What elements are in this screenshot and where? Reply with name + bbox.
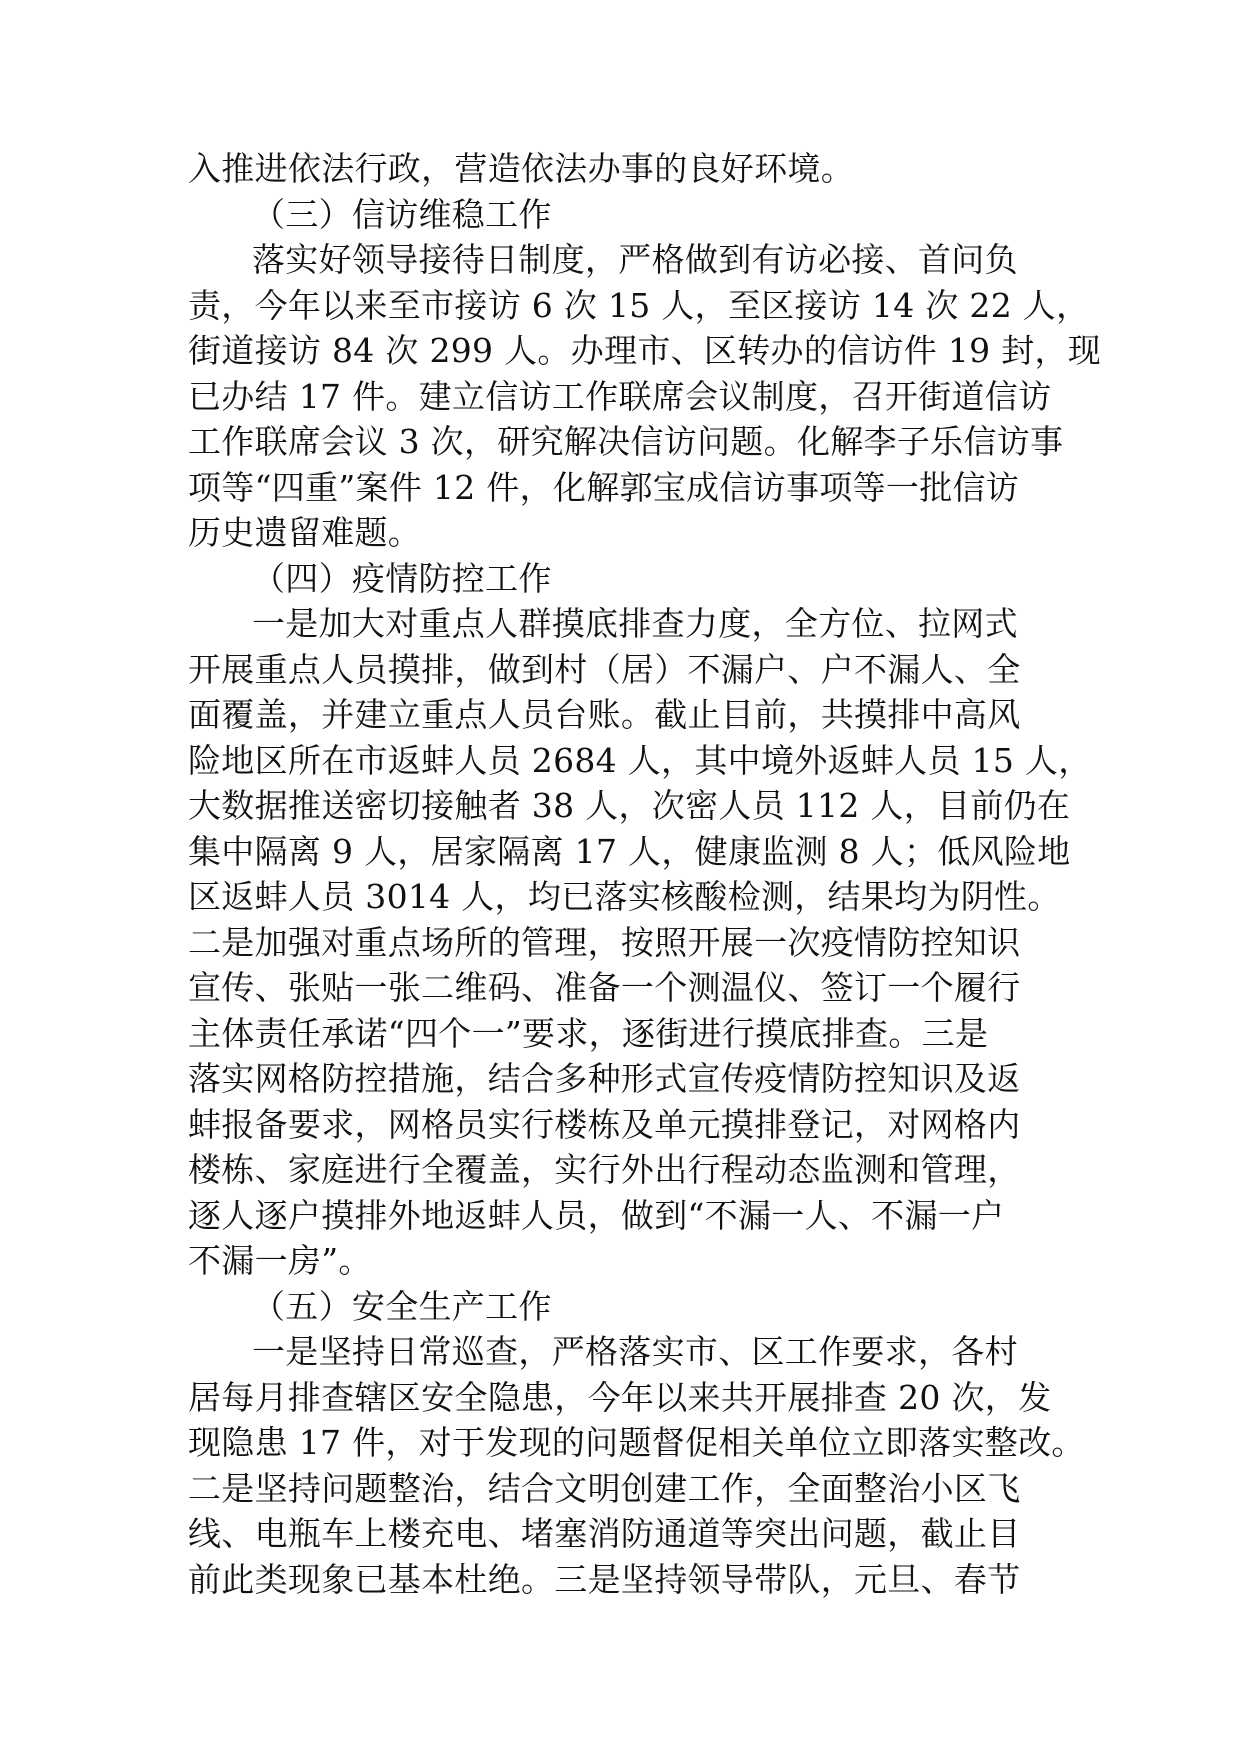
paragraph-line: 线、电瓶车上楼充电、堵塞消防通道等突出问题，截止目 — [188, 1514, 1021, 1553]
paragraph-line: 主体责任承诺“四个一”要求，逐街进行摸底排查。三是 — [188, 1013, 989, 1053]
paragraph-line: 已办结 17 件。建立信访工作联席会议制度，召开街道信访 — [188, 376, 1052, 416]
paragraph-line: 区返蚌人员 3014 人，均已落实核酸检测，结果均为阴性。 — [188, 877, 1061, 916]
section-heading: （四）疫情防控工作 — [252, 558, 552, 598]
paragraph-line: 险地区所在市返蚌人员 2684 人，其中境外返蚌人员 15 人， — [188, 740, 1092, 780]
paragraph-line: 工作联席会议 3 次，研究解决信访问题。化解李子乐信访事 — [188, 422, 1064, 461]
paragraph-line: 宣传、张贴一张二维码、准备一个测温仪、签订一个履行 — [188, 968, 1021, 1007]
paragraph-line: 楼栋、家庭进行全覆盖，实行外出行程动态监测和管理， — [188, 1150, 1021, 1189]
paragraph-line: 一是坚持日常巡查，严格落实市、区工作要求，各村 — [252, 1332, 1018, 1371]
paragraph-line: 居每月排查辖区安全隐患，今年以来共开展排查 20 次，发 — [188, 1377, 1052, 1417]
paragraph-line: 责，今年以来至市接访 6 次 15 人，至区接访 14 次 22 人， — [188, 285, 1090, 325]
paragraph-line: 二是加强对重点场所的管理，按照开展一次疫情防控知识 — [188, 922, 1021, 962]
paragraph-line: 二是坚持问题整治，结合文明创建工作，全面整治小区飞 — [188, 1468, 1021, 1508]
paragraph-line: 集中隔离 9 人，居家隔离 17 人，健康监测 8 人；低风险地 — [188, 831, 1071, 871]
paragraph-line: 面覆盖，并建立重点人员台账。截止目前，共摸排中高风 — [188, 695, 1021, 734]
paragraph-line: 开展重点人员摸排，做到村（居）不漏户、户不漏人、全 — [188, 649, 1021, 689]
paragraph-line: 街道接访 84 次 299 人。办理市、区转办的信访件 19 封，现 — [188, 331, 1102, 370]
paragraph-line: 入推进依法行政，营造依法办事的良好环境。 — [188, 149, 854, 188]
paragraph-line: 前此类现象已基本杜绝。三是坚持领导带队，元旦、春节 — [188, 1559, 1021, 1599]
paragraph-line: 一是加大对重点人群摸底排查力度，全方位、拉网式 — [252, 604, 1018, 643]
paragraph-line: 大数据推送密切接触者 38 人，次密人员 112 人，目前仍在 — [188, 786, 1071, 825]
section-heading: （三）信访维稳工作 — [252, 194, 552, 234]
paragraph-line: 逐人逐户摸排外地返蚌人员，做到“不漏一人、不漏一户 — [188, 1195, 1005, 1235]
document-body — [188, 146, 1102, 1602]
paragraph-line: 蚌报备要求，网格员实行楼栋及单元摸排登记，对网格内 — [188, 1104, 1021, 1144]
paragraph-line: 不漏一房”。 — [188, 1241, 372, 1280]
paragraph-line: 现隐患 17 件，对于发现的问题督促相关单位立即落实整改。 — [188, 1423, 1085, 1462]
paragraph-line: 落实网格防控措施，结合多种形式宣传疫情防控知识及返 — [188, 1059, 1021, 1098]
paragraph-line: 落实好领导接待日制度，严格做到有访必接、首问负 — [252, 240, 1018, 279]
section-heading: （五）安全生产工作 — [252, 1286, 552, 1326]
paragraph-line: 项等“四重”案件 12 件，化解郭宝成信访事项等一批信访 — [188, 467, 1020, 507]
paragraph-line: 历史遗留难题。 — [188, 513, 422, 552]
